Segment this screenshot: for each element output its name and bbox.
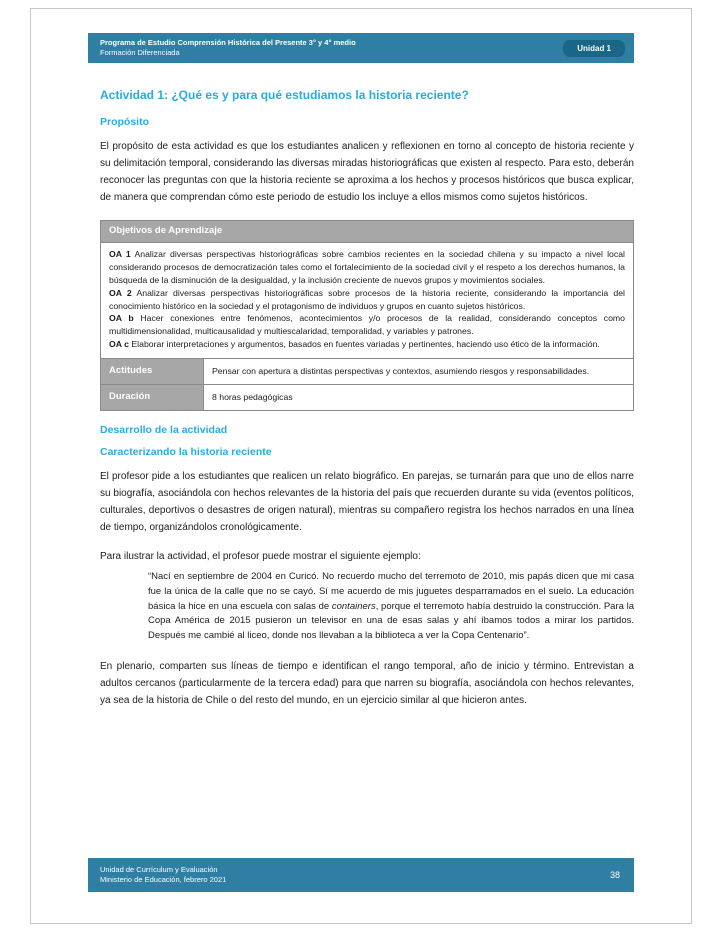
oa-item	[109, 248, 625, 287]
oa-code: OA b	[109, 313, 134, 324]
footer-org-info	[100, 865, 226, 885]
header-program-subtitle: Formación Diferenciada	[100, 48, 180, 57]
quote-italic-word: containers	[331, 600, 376, 612]
oa-text: Analizar diversas perspectivas historiográficas sobre procesos de la historia reciente, considerando la importancia del conocimiento histórico en la sociedad y el protagonismo de individuos y grupos en cuanto sujetos históricos.	[109, 287, 625, 311]
example-intro: Para ilustrar la actividad, el profesor puede mostrar el siguiente ejemplo:	[100, 550, 421, 562]
actitudes-value: Pensar con apertura a distintas perspectivas y contextos, asumiendo riesgos y responsabilidades.	[204, 359, 634, 385]
oa-list-cell	[101, 242, 634, 358]
footer-line2: Ministerio de Educación, febrero 2021	[100, 875, 227, 884]
oa-text: Elaborar interpretaciones y argumentos, basados en fuentes variadas y pertinentes, haciendo uso ético de la información.	[131, 339, 600, 350]
page-content	[100, 88, 634, 709]
oa-text: Analizar diversas perspectivas historiográficas sobre cambios recientes en la sociedad chilena y su impacto a nivel local considerando procesos de democratización tales como el fortalecimiento de la sociedad civil y el respeto a los derechos humanos, la búsqueda de la disminución de la desigualdad, y la inclusión creciente de nuevos grupos y movimientos sociales.	[109, 248, 625, 285]
actitudes-label: Actitudes	[101, 359, 204, 385]
plenario-paragraph: En plenario, comparten sus líneas de tiempo e identifican el rango temporal, año de inicio y término. Entrevistan a adultos cercanos (particularmente de la tercera edad) para que narren su biografía, asociándola con hechos relevantes, ya sea de la historia de Chile o del resto del mundo, en un ejercicio similar al que hicieron antes.	[100, 660, 634, 706]
duracion-row	[101, 385, 634, 411]
oa-body-row	[101, 242, 634, 358]
document-page	[88, 0, 634, 721]
oa-text: Hacer conexiones entre fenómenos, acontecimientos y/o procesos de la realidad, considerando conceptos como multidimensionalidad, multicausalidad y multiescalaridad, temporalidad, y variables y patrones.	[109, 313, 625, 337]
unit-badge: Unidad 1	[563, 40, 625, 57]
quote-text-start: “Nací en septiembre de 2004 en Curicó. No recuerdo mucho del terremoto de 2010, mis papás dicen que mi casa fue la única de la calle que no se cayó. Sí me acuerdo de mis juguetes desparramados en el suelo. La educación básica la hice en una escuela con salas de	[148, 570, 634, 612]
table-header-row	[101, 221, 634, 243]
objetivos-table	[100, 220, 634, 411]
objetivos-table-header: Objetivos de Aprendizaje	[101, 221, 634, 243]
relato-biografico-paragraph: El profesor pide a los estudiantes que realicen un relato biográfico. En parejas, se turnarán para que uno de ellos narre su biografía, asociándola con hechos relevantes de la historia del país que recuerden durante su vida (eventos políticos, culturales, deportivos o desastres de origen natural), mientras su compañero registra los hechos narrados en una línea de tiempo, organizándolos cronológicamente.	[100, 470, 634, 533]
header-program-title: Programa de Estudio Comprensión Histórica del Presente 3° y 4° medio	[100, 38, 356, 47]
header-program-info	[100, 38, 356, 58]
oa-item	[109, 338, 625, 351]
oa-code: OA 2	[109, 287, 132, 298]
duracion-label: Duración	[101, 385, 204, 411]
oa-code: OA 1	[109, 248, 131, 259]
caracterizando-heading: Caracterizando la historia reciente	[100, 445, 272, 458]
proposito-heading: Propósito	[100, 116, 149, 128]
page-number: 38	[609, 870, 620, 880]
quote-text-end: , porque el terremoto había destruido la construcción. Para la Copa América de 2015 pusieron un televisor en una de esas salas y ahí íbamos todos a mirar los partidos. Después me cambié al liceo, donde nos llevaban a la biblioteca a ver la Copa Centenario”.	[148, 600, 634, 642]
actitudes-row	[101, 359, 634, 385]
footer-line1: Unidad de Currículum y Evaluación	[100, 865, 218, 874]
activity-title: Actividad 1: ¿Qué es y para qué estudiamos la historia reciente?	[100, 88, 469, 102]
page-footer	[88, 858, 634, 892]
oa-item	[109, 287, 625, 313]
oa-item	[109, 312, 625, 338]
example-quote	[148, 570, 634, 644]
page-header	[88, 33, 634, 63]
desarrollo-heading: Desarrollo de la actividad	[100, 423, 228, 436]
oa-code: OA c	[109, 339, 129, 350]
duracion-value: 8 horas pedagógicas	[204, 385, 634, 411]
proposito-paragraph: El propósito de esta actividad es que los estudiantes analicen y reflexionen en torno al concepto de historia reciente y su delimitación temporal, considerando las diversas miradas historiográficas que existen al respecto. Para esto, deberán reconocer las preguntas con que la historia reciente se aproxima a los hechos y procesos históricos que busca explicar, de manera que comprendan cómo este periodo de estudio los incluye a ellos mismos como sujetos históricos.	[100, 141, 634, 203]
